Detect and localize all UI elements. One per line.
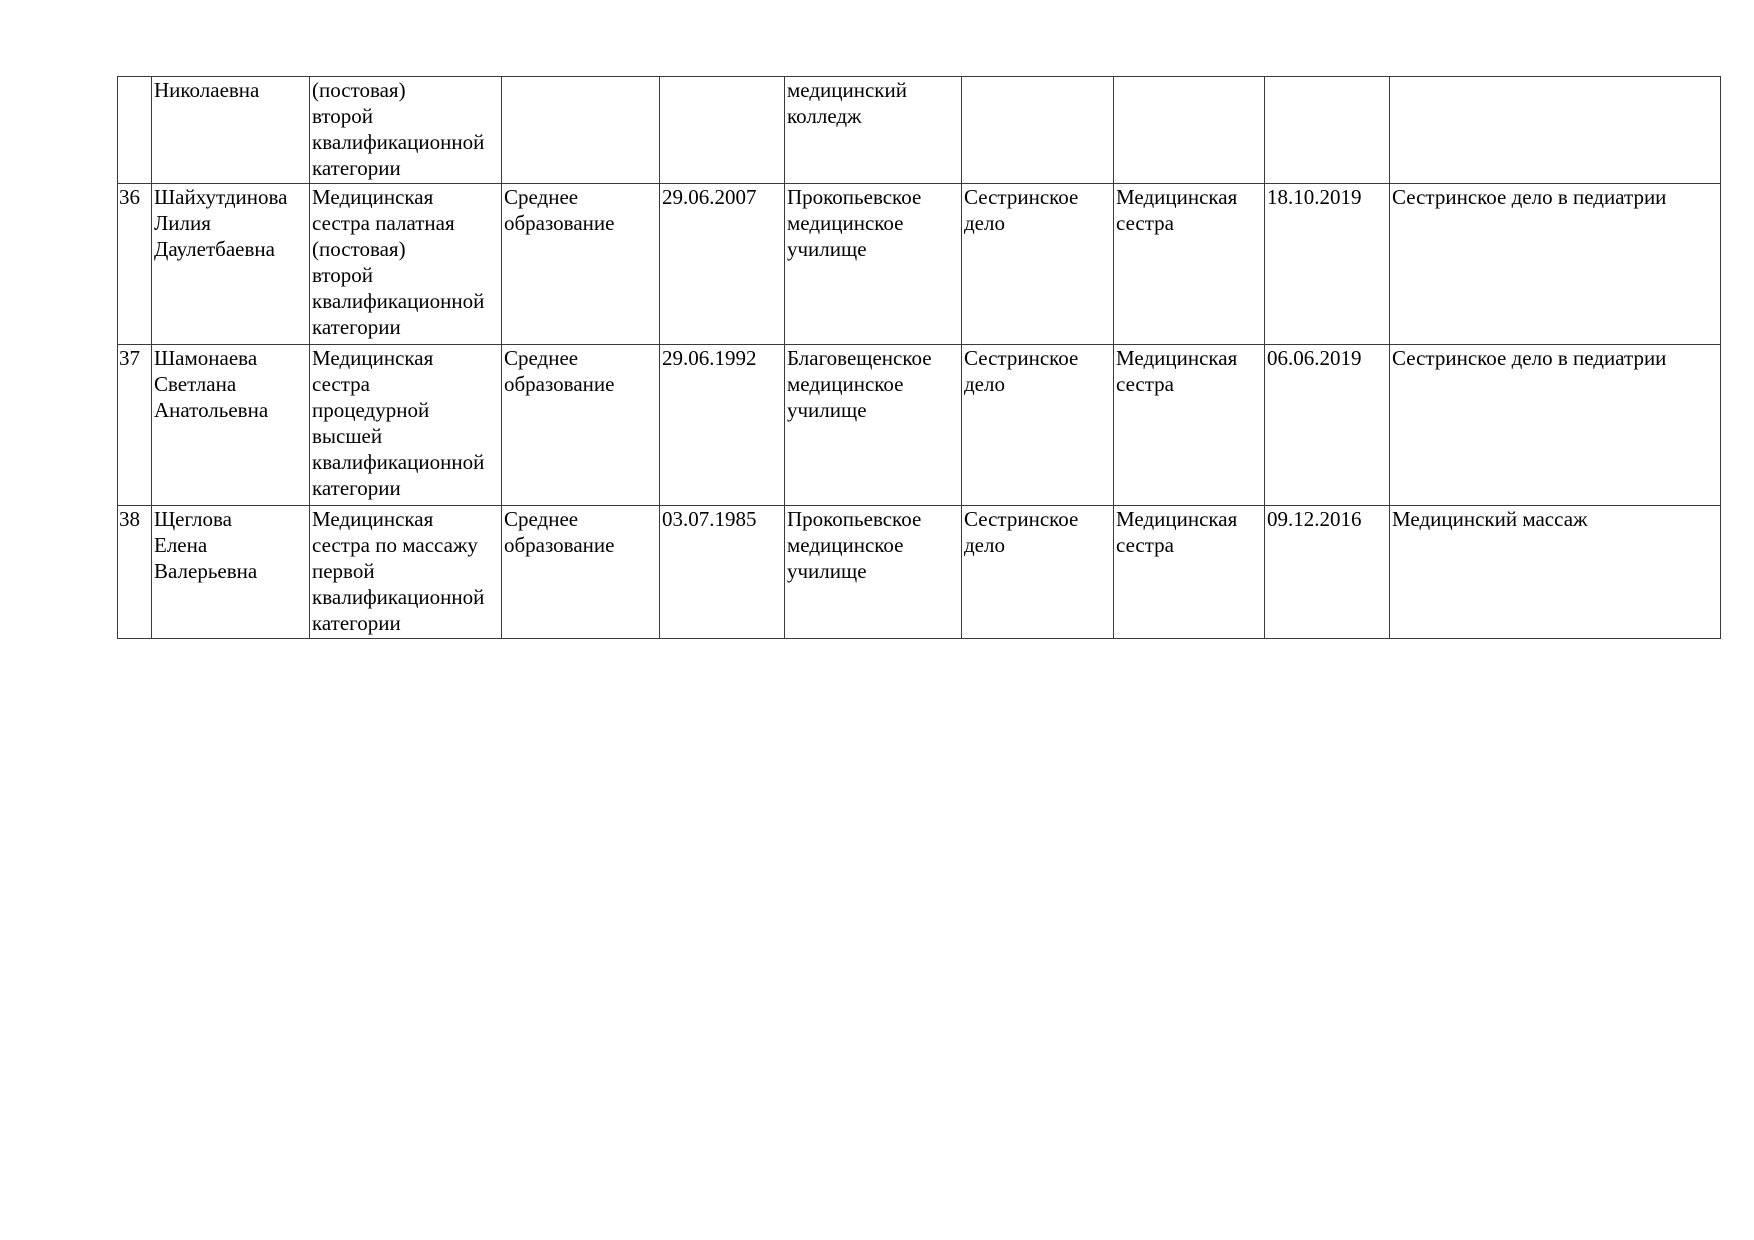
graduation-date-cell: 29.06.1992 xyxy=(660,345,785,506)
row-number-cell: 38 xyxy=(118,506,152,639)
institution-cell: Благовещенское медицинское училище xyxy=(785,345,962,506)
certificate-specialty-cell xyxy=(1390,77,1721,184)
specialty-cell: Сестринское дело xyxy=(962,506,1114,639)
certificate-specialty-cell: Сестринское дело в педиатрии xyxy=(1390,345,1721,506)
full-name-cell: Щеглова Елена Валерьевна xyxy=(152,506,310,639)
position-cell: Медицинская сестра процедурной высшей квалификационной категории xyxy=(310,345,502,506)
table-row xyxy=(118,77,1721,184)
institution-cell: Прокопьевское медицинское училище xyxy=(785,506,962,639)
full-name-cell: Шайхутдинова Лилия Даулетбаевна xyxy=(152,184,310,345)
graduation-date-cell: 03.07.1985 xyxy=(660,506,785,639)
certificate-date-cell: 06.06.2019 xyxy=(1265,345,1390,506)
row-number-cell: 36 xyxy=(118,184,152,345)
certificate-specialty-cell: Медицинский массаж xyxy=(1390,506,1721,639)
row-number-cell xyxy=(118,77,152,184)
row-number-cell: 37 xyxy=(118,345,152,506)
institution-cell: Прокопьевское медицинское училище xyxy=(785,184,962,345)
table-row xyxy=(118,506,1721,639)
staff-table xyxy=(117,76,1721,639)
graduation-date-cell xyxy=(660,77,785,184)
institution-cell: медицинский колледж xyxy=(785,77,962,184)
specialty-cell: Сестринское дело xyxy=(962,345,1114,506)
qualification-cell: Медицинская сестра xyxy=(1114,184,1265,345)
position-cell: Медицинская сестра по массажу первой квалификационной категории xyxy=(310,506,502,639)
education-cell xyxy=(502,77,660,184)
certificate-date-cell: 18.10.2019 xyxy=(1265,184,1390,345)
specialty-cell xyxy=(962,77,1114,184)
education-cell: Среднее образование xyxy=(502,506,660,639)
full-name-cell: Николаевна xyxy=(152,77,310,184)
position-cell: (постовая) второй квалификационной категории xyxy=(310,77,502,184)
qualification-cell: Медицинская сестра xyxy=(1114,345,1265,506)
qualification-cell xyxy=(1114,77,1265,184)
graduation-date-cell: 29.06.2007 xyxy=(660,184,785,345)
specialty-cell: Сестринское дело xyxy=(962,184,1114,345)
certificate-date-cell xyxy=(1265,77,1390,184)
education-cell: Среднее образование xyxy=(502,184,660,345)
qualification-cell: Медицинская сестра xyxy=(1114,506,1265,639)
full-name-cell: Шамонаева Светлана Анатольевна xyxy=(152,345,310,506)
certificate-specialty-cell: Сестринское дело в педиатрии xyxy=(1390,184,1721,345)
certificate-date-cell: 09.12.2016 xyxy=(1265,506,1390,639)
table-row xyxy=(118,345,1721,506)
education-cell: Среднее образование xyxy=(502,345,660,506)
table-row xyxy=(118,184,1721,345)
position-cell: Медицинская сестра палатная (постовая) второй квалификационной категории xyxy=(310,184,502,345)
